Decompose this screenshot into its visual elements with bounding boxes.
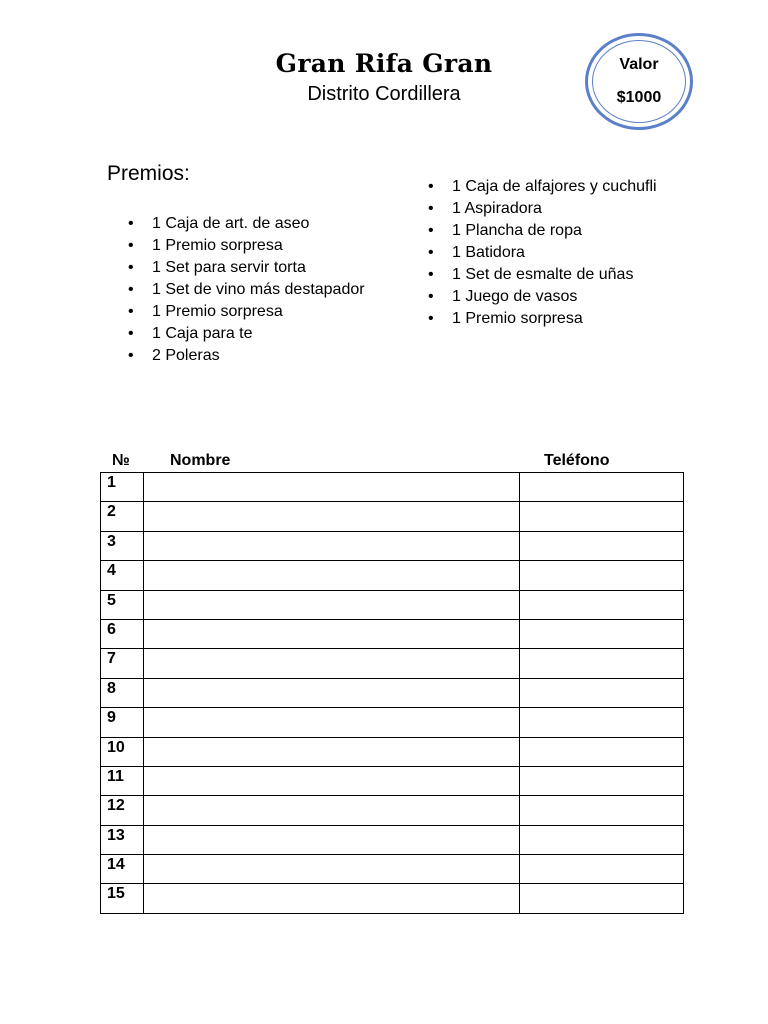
table-row (101, 678, 684, 707)
phone-cell[interactable] (520, 473, 684, 502)
name-cell[interactable] (144, 473, 520, 502)
name-cell[interactable] (144, 766, 520, 795)
table-row (101, 502, 684, 531)
prize-item: • 1 Set de esmalte de uñas (428, 264, 688, 286)
row-number: 12 (101, 796, 144, 825)
table-row (101, 473, 684, 502)
row-number: 2 (101, 502, 144, 531)
row-number: 1 (101, 473, 144, 502)
phone-cell[interactable] (520, 855, 684, 884)
phone-cell[interactable] (520, 737, 684, 766)
column-header-name: Nombre (170, 452, 231, 469)
name-cell[interactable] (144, 590, 520, 619)
table-row (101, 825, 684, 854)
raffle-title: Gran Rifa Gran (275, 49, 493, 78)
prize-item: • 1 Premio sorpresa (128, 301, 408, 323)
prize-item: • 1 Premio sorpresa (128, 235, 408, 257)
price-badge-inner-ring (592, 40, 686, 123)
row-number: 6 (101, 619, 144, 648)
prizes-heading: Premios: (107, 162, 190, 185)
row-number: 10 (101, 737, 144, 766)
table-row (101, 561, 684, 590)
row-number: 4 (101, 561, 144, 590)
phone-cell[interactable] (520, 796, 684, 825)
prize-item: • 1 Juego de vasos (428, 286, 688, 308)
name-cell[interactable] (144, 502, 520, 531)
name-cell[interactable] (144, 855, 520, 884)
row-number: 11 (101, 766, 144, 795)
name-cell[interactable] (144, 884, 520, 913)
name-cell[interactable] (144, 708, 520, 737)
table-row (101, 766, 684, 795)
phone-cell[interactable] (520, 825, 684, 854)
table-row (101, 531, 684, 560)
row-number: 8 (101, 678, 144, 707)
price-badge-label: Valor (619, 56, 659, 73)
name-cell[interactable] (144, 619, 520, 648)
row-number: 7 (101, 649, 144, 678)
prize-item: • 1 Set de vino más destapador (128, 279, 408, 301)
phone-cell[interactable] (520, 708, 684, 737)
prize-item: • 1 Set para servir torta (128, 257, 408, 279)
name-cell[interactable] (144, 531, 520, 560)
row-number: 15 (101, 884, 144, 913)
phone-cell[interactable] (520, 766, 684, 795)
table-row (101, 619, 684, 648)
prizes-list-left (128, 213, 408, 367)
name-cell[interactable] (144, 796, 520, 825)
name-cell[interactable] (144, 825, 520, 854)
prize-item: • 2 Poleras (128, 345, 408, 367)
name-cell[interactable] (144, 678, 520, 707)
phone-cell[interactable] (520, 678, 684, 707)
district-subtitle: Distrito Cordillera (307, 83, 461, 105)
prizes-list-right (428, 176, 688, 330)
phone-cell[interactable] (520, 619, 684, 648)
row-number: 5 (101, 590, 144, 619)
column-header-phone: Teléfono (544, 452, 610, 469)
table-row (101, 649, 684, 678)
name-cell[interactable] (144, 737, 520, 766)
prize-item: • 1 Aspiradora (428, 198, 688, 220)
prize-item: • 1 Caja para te (128, 323, 408, 345)
price-badge (585, 33, 693, 130)
phone-cell[interactable] (520, 649, 684, 678)
prize-item: • 1 Caja de alfajores y cuchufli (428, 176, 688, 198)
phone-cell[interactable] (520, 561, 684, 590)
phone-cell[interactable] (520, 531, 684, 560)
name-cell[interactable] (144, 649, 520, 678)
row-number: 9 (101, 708, 144, 737)
table-row (101, 855, 684, 884)
row-number: 14 (101, 855, 144, 884)
column-header-number: № (112, 452, 130, 469)
prize-item: • 1 Caja de art. de aseo (128, 213, 408, 235)
row-number: 13 (101, 825, 144, 854)
table-row (101, 884, 684, 913)
price-badge-value: $1000 (616, 89, 662, 106)
table-row (101, 590, 684, 619)
phone-cell[interactable] (520, 590, 684, 619)
participants-table (100, 472, 684, 914)
table-row (101, 737, 684, 766)
phone-cell[interactable] (520, 884, 684, 913)
phone-cell[interactable] (520, 502, 684, 531)
name-cell[interactable] (144, 561, 520, 590)
table-row (101, 796, 684, 825)
prize-item: • 1 Batidora (428, 242, 688, 264)
prize-item: • 1 Premio sorpresa (428, 308, 688, 330)
table-row (101, 708, 684, 737)
prize-item: • 1 Plancha de ropa (428, 220, 688, 242)
row-number: 3 (101, 531, 144, 560)
